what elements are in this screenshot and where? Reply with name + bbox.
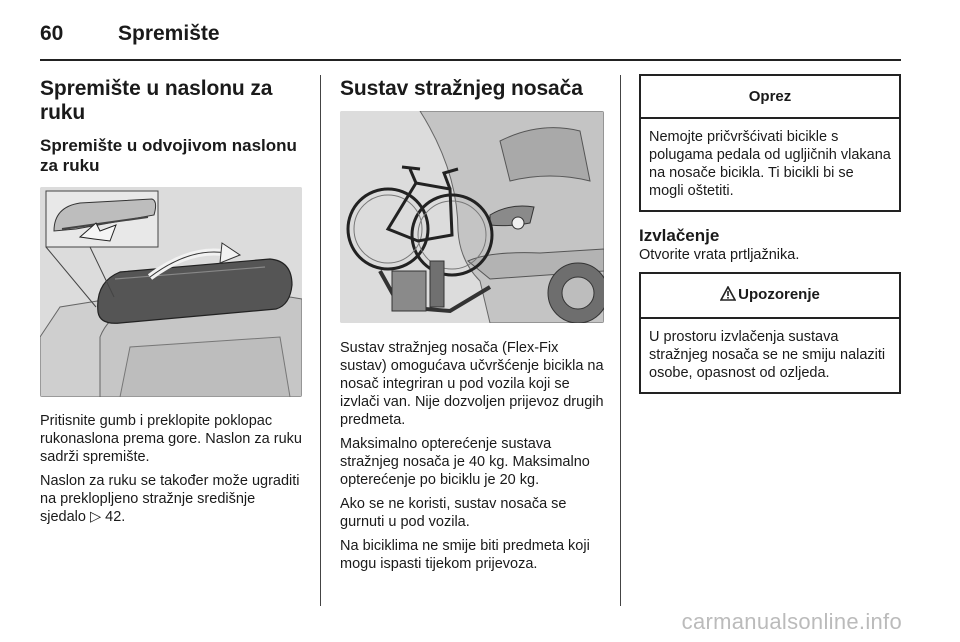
column-caution xyxy=(639,74,901,394)
carrier-paragraph-4: Na biciklima ne smije biti predmeta koji mogu ispasti tijekom prijevoza. xyxy=(340,538,590,572)
caution-box xyxy=(639,74,901,212)
warning-box xyxy=(639,272,901,394)
column-rear-carrier xyxy=(340,74,604,579)
bike-carrier-illustration xyxy=(340,111,604,323)
page-number: 60 xyxy=(40,22,64,45)
armrest-paragraph-2 xyxy=(40,472,302,526)
section-title-armrest: Spremište u naslonu za ruku xyxy=(40,77,273,124)
watermark: carmanualsonline.info xyxy=(681,609,902,634)
crossref-arrow-icon: ▷ xyxy=(89,509,102,525)
subsection-title-armrest: Spremište u odvojivom naslonu za ruku xyxy=(40,136,297,175)
running-title: Spremište xyxy=(118,22,220,45)
armrest-paragraph-2-text: Naslon za ruku se također može ugraditi na preklopljeno stražnje središnje sjedalo xyxy=(40,473,300,525)
header-rule xyxy=(40,59,901,61)
caution-text: Nemojte pričvršćivati bicikle s polugama pedala od ugljičnih vlakana na nosače bicikla. Ti bicikli bi se mogli oštetiti. xyxy=(649,129,891,199)
bike-carrier-drawing xyxy=(340,111,604,323)
extraction-text: Otvorite vrata prtljažnika. xyxy=(639,247,800,263)
caution-title: Oprez xyxy=(641,76,899,119)
column-divider-2 xyxy=(620,75,621,606)
carrier-paragraph-2: Maksimalno opterećenje sustava stražnjeg nosača je 40 kg. Maksimalno opterećenje po biciklu je 20 kg. xyxy=(340,436,590,488)
warning-header xyxy=(641,274,899,319)
armrest-illustration xyxy=(40,187,302,397)
column-divider-1 xyxy=(320,75,321,606)
carrier-paragraph-1: Sustav stražnjeg nosača (Flex-Fix sustav) omogućava učvršćenje bicikla na nosač integriran u pod vozila koji se izvlači van. Nije dozvoljen prijevoz drugih predmeta. xyxy=(340,340,604,428)
armrest-paragraph-1: Pritisnite gumb i preklopite poklopac rukonaslona prema gore. Naslon za ruku sadrži spremište. xyxy=(40,413,302,465)
warning-triangle-icon xyxy=(720,286,736,308)
armrest-drawing xyxy=(40,187,302,397)
extraction-title: Izvlačenje xyxy=(639,226,720,245)
warning-title: Upozorenje xyxy=(738,286,820,303)
carrier-paragraph-3: Ako se ne koristi, sustav nosača se gurnuti u pod vozila. xyxy=(340,496,567,530)
section-title-rear-carrier: Sustav stražnjeg nosača xyxy=(340,77,583,100)
crossref-page: 42. xyxy=(105,509,126,525)
warning-text: U prostoru izvlačenja sustava stražnjeg nosača se ne smiju nalaziti osobe, opasnost od ozljeda. xyxy=(649,329,886,381)
column-armrest xyxy=(40,74,302,532)
